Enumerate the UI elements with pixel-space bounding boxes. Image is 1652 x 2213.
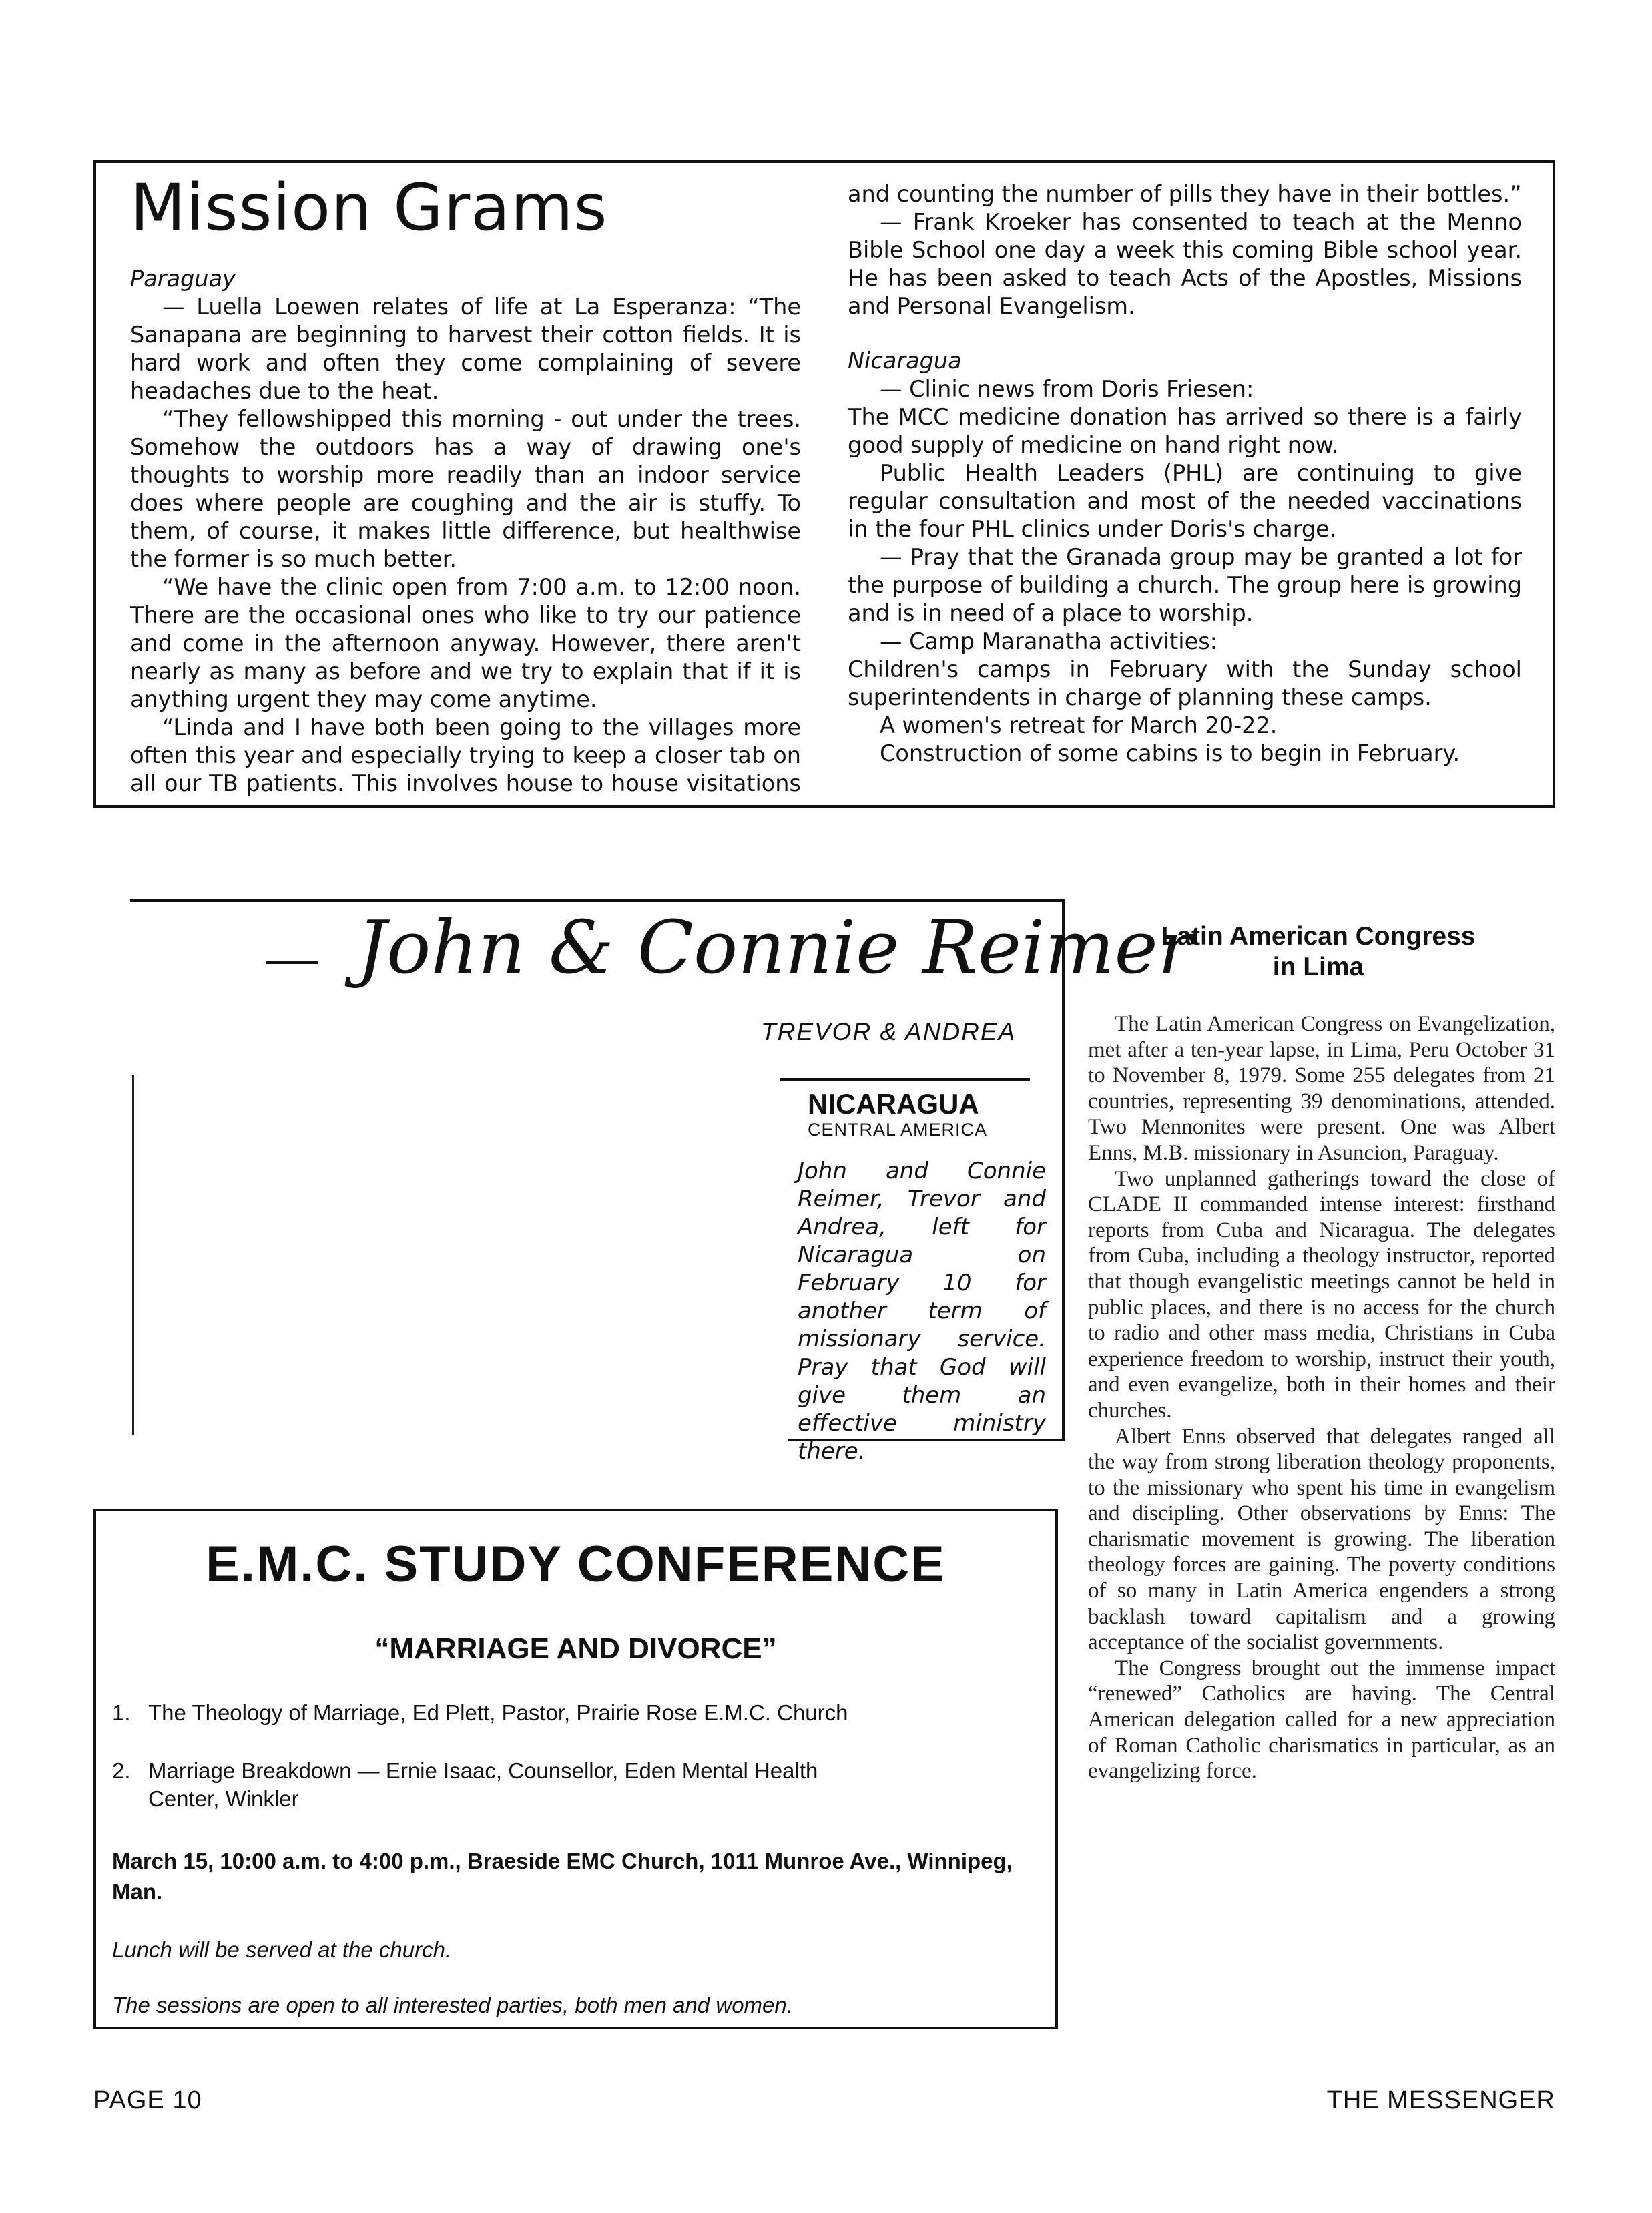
- paragraph: — Pray that the Granada group may be granted a lot for the purpose of building a church. The group here is growing and is in need of a place to worship.: [848, 544, 1522, 626]
- item-number: 2.: [112, 1758, 131, 1783]
- item-text: Marriage Breakdown — Ernie Isaac, Counsellor, Eden Mental Health: [148, 1758, 818, 1783]
- item-text-continued: Center, Winkler: [148, 1786, 299, 1811]
- item-text: The Theology of Marriage, Ed Plett, Pastor, Prairie Rose E.M.C. Church: [148, 1700, 848, 1725]
- page-number: PAGE 10: [93, 2086, 202, 2114]
- paragraph: Two unplanned gatherings toward the close of CLADE II commanded intense interest: firsthand reports from Cuba and Nicaragua. The delegates from Cuba, including a theology instructor, reported that though evangelistic meetings cannot be held in public places, and there is no access for the church to radio and other mass media, Christians in Cuba experience freedom to worship, instruct their youth, and even evangelize, both in their homes and their churches.: [1088, 1166, 1555, 1423]
- paragraph: — Camp Maranatha activities:: [880, 628, 1217, 654]
- region-label: CENTRAL AMERICA: [808, 1120, 988, 1140]
- country-heading-paraguay: Paraguay: [130, 266, 236, 292]
- article-title: [1081, 921, 1555, 983]
- paragraph: Public Health Leaders (PHL) are continuing to give regular consultation and most of the needed vaccinations in the four PHL clinics under Doris's charge.: [848, 460, 1522, 542]
- paragraph: Albert Enns observed that delegates ranged all the way from strong liberation theology proponents, to the missionary who spent his time in evangelism and discipling. Other observations by Enns: The charismatic movement is growing. The liberation theology forces are gaining. The poverty conditions of so many in Latin America engenders a strong backlash toward capitalism and a growing acceptance of the socialist governments.: [1088, 1424, 1555, 1655]
- reimer-description: John and Connie Reimer, Trevor and Andrea, left for Nicaragua on February 10 for another term of missionary service. Pray that God will give them an effective ministry there.: [798, 1158, 1046, 1465]
- country-heading-nicaragua: Nicaragua: [848, 348, 962, 374]
- divider: [130, 899, 1065, 902]
- paragraph: “Linda and I have both been going to the villages more often this year and especially trying to keep a closer tab on all our TB patients. This involves house to house visitations: [130, 714, 801, 796]
- paragraph: and counting the number of pills they have in their bottles.”: [848, 181, 1522, 207]
- session-item: [112, 1757, 1040, 1813]
- paragraph: — Frank Kroeker has consented to teach at the Menno Bible School one day a week this coming Bible school year. He has been asked to teach Acts of the Apostles, Missions and Personal Evangelism.: [848, 209, 1522, 319]
- paragraph: The MCC medicine donation has arrived so there is a fairly good supply of medicine on hand right now.: [848, 404, 1522, 458]
- paragraph: “They fellowshipped this morning - out under the trees. Somehow the outdoors has a way of drawing one's thoughts to worship more readily than an indoor service does where people are coughing and the air is stuffy. To them, of course, it makes little difference, but healthwise the former is so much better.: [130, 406, 801, 572]
- article-body: [1088, 1011, 1555, 1784]
- missionary-name-script: John & Connie Reimer: [357, 905, 1193, 990]
- lunch-note: Lunch will be served at the church.: [112, 1937, 452, 1962]
- divider: [132, 1075, 134, 1435]
- session-item: [112, 1699, 1040, 1727]
- paragraph: A women's retreat for March 20-22.: [880, 712, 1278, 738]
- publication-name: THE MESSENGER: [1326, 2086, 1555, 2114]
- paragraph: — Luella Loewen relates of life at La Esperanza: “The Sanapana are beginning to harvest their cotton fields. It is hard work and often they come complaining of severe headaches due to the heat.: [130, 294, 801, 404]
- mission-grams-right-column: [848, 180, 1522, 768]
- paragraph: “We have the clinic open from 7:00 a.m. to 12:00 noon. There are the occasional ones who like to try our patience and come in the afternoon anyway. However, there aren't nearly as many as before and we try to explain that if it is anything urgent they may come anytime.: [130, 574, 801, 712]
- paragraph: Children's camps in February with the Sunday school superintendents in charge of planning these camps.: [848, 656, 1522, 710]
- paragraph: Construction of some cabins is to begin in February.: [880, 740, 1460, 766]
- title-line: in Lima: [1272, 953, 1364, 981]
- paragraph: — Clinic news from Doris Friesen:: [880, 376, 1254, 402]
- country-label: NICARAGUA: [808, 1088, 979, 1120]
- title-line: Latin American Congress: [1161, 922, 1476, 951]
- divider: [780, 1078, 1030, 1081]
- paragraph: The Congress brought out the immense impact “renewed” Catholics are having. The Central American delegation called for a new appreciation of Roman Catholic charismatics in particular, as an evangelizing force.: [1088, 1656, 1555, 1784]
- divider: [266, 961, 318, 964]
- sessions-note: The sessions are open to all interested parties, both men and women.: [112, 1993, 793, 2017]
- children-names: TREVOR & ANDREA: [761, 1018, 1017, 1045]
- mission-grams-title: Mission Grams: [130, 170, 608, 245]
- mission-grams-left-column: [130, 265, 801, 798]
- conference-subtitle: “MARRIAGE AND DIVORCE”: [374, 1632, 777, 1665]
- paragraph: The Latin American Congress on Evangelization, met after a ten-year lapse, in Lima, Peru October 31 to November 8, 1979. Some 255 delegates from 21 countries, representing 39 denominations, attended. Two Mennonites were present. One was Albert Enns, M.B. missionary in Asuncion, Paraguay.: [1088, 1012, 1555, 1165]
- conference-date-location: March 15, 10:00 a.m. to 4:00 p.m., Braeside EMC Church, 1011 Munroe Ave., Winnipeg, Man.: [112, 1849, 1013, 1904]
- conference-title: E.M.C. STUDY CONFERENCE: [206, 1536, 946, 1593]
- item-number: 1.: [112, 1700, 131, 1725]
